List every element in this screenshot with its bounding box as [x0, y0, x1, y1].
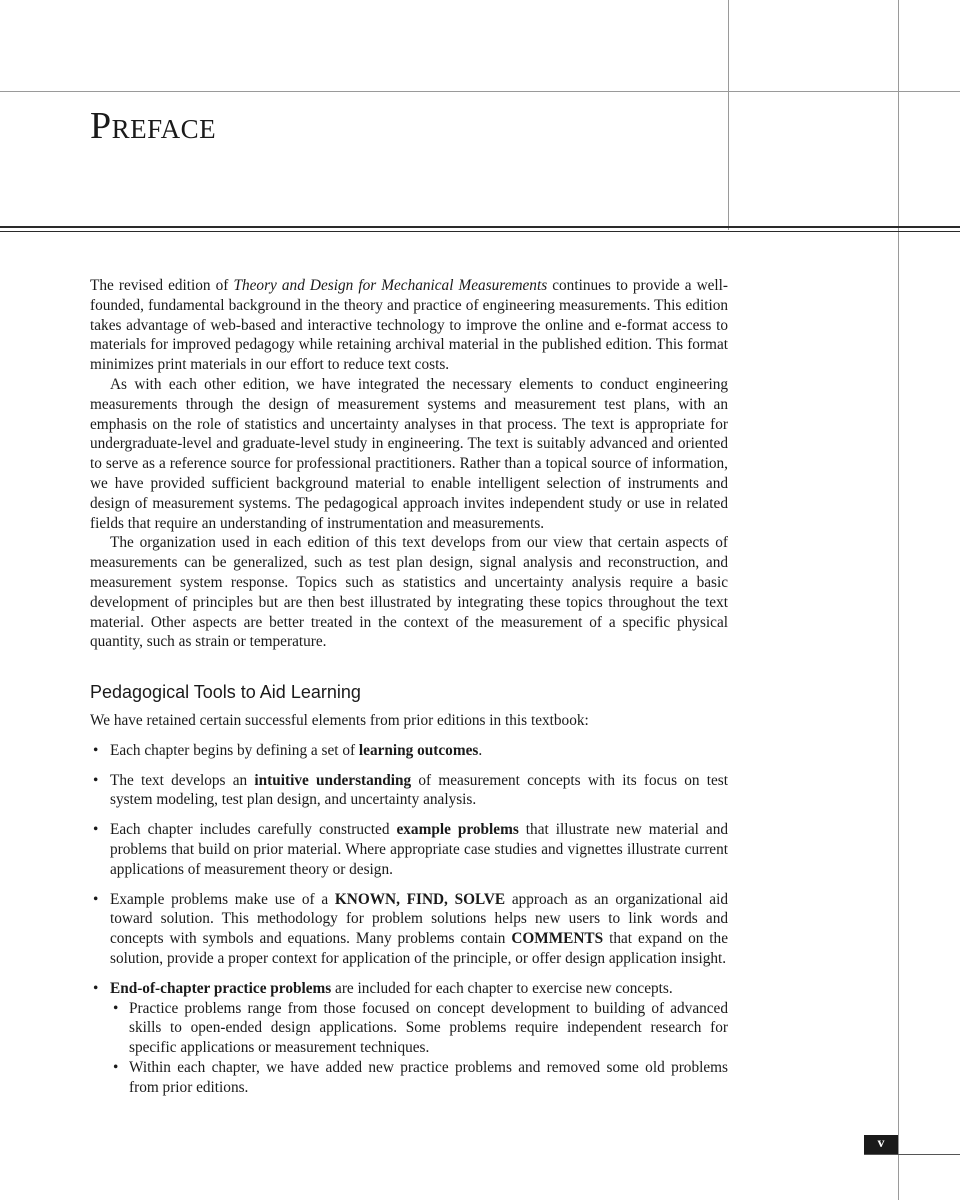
list-item: • Each chapter includes carefully constructed example problems that illustrate new material and problems that build on prior material. Where appropriate case studies and vignettes illustrate current applications of measurement theory or design.: [90, 820, 728, 879]
list-item: • Example problems make use of a KNOWN, FIND, SOLVE approach as an organizational aid toward solution. This methodology for problem solutions helps new users to link words and concepts with symbols and equations. Many problems contain COMMENTS that expand on the solution, provide a proper context for application of the principle, or offer design application insight.: [90, 890, 728, 969]
list-item: • End-of-chapter practice problems are included for each chapter to exercise new concepts. • Practice problems range from those focused on concept development to building of advanced skills to open-ended design applications. Some problems require independent research for specific applications or measurement techniques. • Within each chapter, we have added new practice problems and removed some old problems from prior editions.: [90, 979, 728, 1098]
frame-vertical-line-inner: [728, 0, 729, 230]
book-title: Theory and Design for Mechanical Measurements: [233, 277, 548, 294]
sub-list: [110, 999, 728, 1098]
section-lead: We have retained certain successful elements from prior editions in this textbook:: [90, 711, 589, 729]
intro-paragraph-1: The revised edition of Theory and Design for Mechanical Measurements continues to provide a well-founded, fundamental background in the theory and practice of engineering measurements. This edition takes advantage of web-based and interactive technology to improve the online and e-format access to materials for improved pedagogy while retaining archival material in the published edition. This format minimizes print materials in our effort to reduce text costs.: [90, 277, 729, 374]
sub-list-item: • Practice problems range from those focused on concept development to building of advanced skills to open-ended design applications. Some problems require independent research for specific applications or measurement techniques.: [110, 999, 728, 1058]
frame-top-rule: [0, 91, 960, 92]
sub-list-item: • Within each chapter, we have added new practice problems and removed some old problems from prior editions.: [110, 1058, 728, 1098]
header-double-rule-top: [0, 226, 960, 228]
intro-paragraph-3: The organization used in each edition of this text develops from our view that certain aspects of measurements can be generalized, such as test plan design, signal analysis and reconstruction, and measurement system response. Topics such as statistics and uncertainty analysis require a basic development of principles but are then best illustrated by integrating these topics throughout the text material. Other aspects are better treated in the context of the measurement of a specific physical quantity, such as strain or temperature.: [90, 534, 728, 651]
list-item: • The text develops an intuitive understanding of measurement concepts with its focus on test system modeling, test plan design, and uncertainty analysis.: [90, 771, 728, 811]
page-number-rule: [864, 1154, 960, 1155]
page-number: v: [864, 1135, 898, 1154]
section-heading: Pedagogical Tools to Aid Learning: [90, 682, 361, 703]
preface-body: [90, 276, 728, 1097]
tools-list: [90, 741, 728, 1098]
intro-paragraph-2: As with each other edition, we have integrated the necessary elements to conduct engineering measurements through the design of measurement systems and measurement test plans, with an emphasis on the role of statistics and uncertainty analyses in that process. The text is appropriate for undergraduate-level and graduate-level study in engineering. The text is suitably advanced and oriented to serve as a reference source for professional practitioners. Rather than a topical source of information, we have provided sufficient background material to enable intelligent selection of instruments and design of measurement systems. The pedagogical approach invites independent study or use in related fields that require an understanding of instrumentation and measurements.: [90, 375, 728, 532]
frame-vertical-line-outer: [898, 0, 899, 1200]
page-title: Preface: [90, 105, 217, 147]
header-double-rule-bottom: [0, 231, 960, 232]
list-item: • Each chapter begins by defining a set of learning outcomes.: [90, 741, 728, 761]
